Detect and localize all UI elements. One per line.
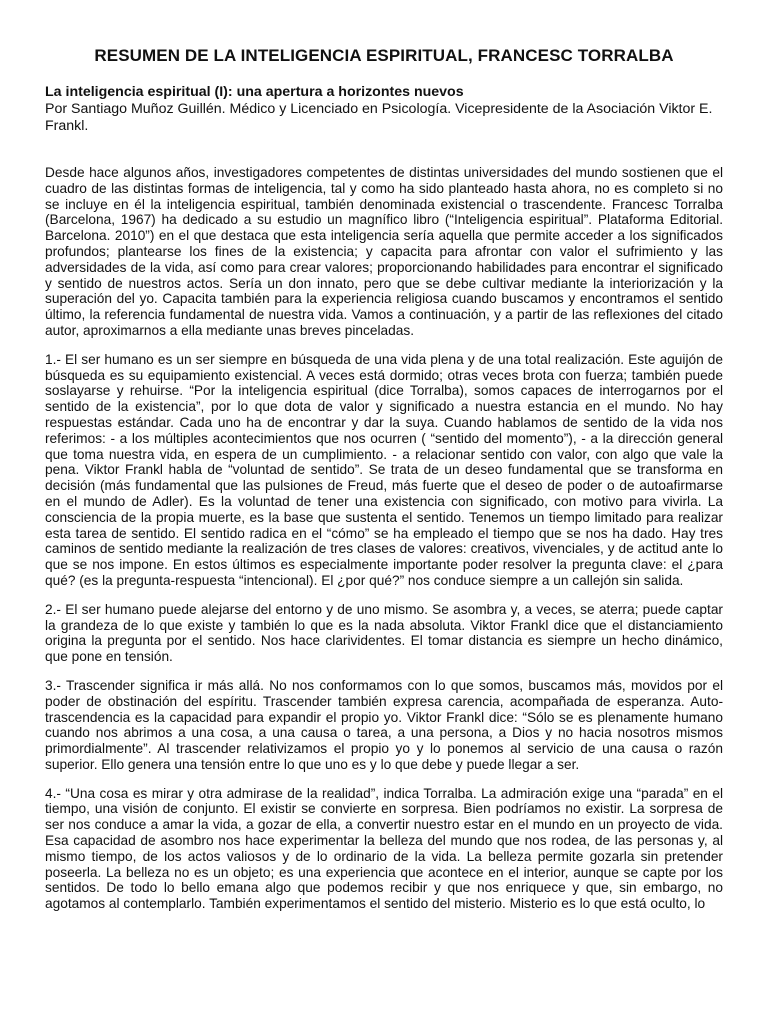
document-body bbox=[45, 165, 723, 912]
document-page bbox=[45, 46, 723, 925]
paragraph-2: 2.- El ser humano puede alejarse del entorno y de uno mismo. Se asombra y, a veces, se aterra; puede captar la grandeza de lo que existe y también lo que es la nada absoluta. Viktor Frankl dice que el distanciamiento origina la pregunta por el sentido. Nos hace clarividentes. El tomar distancia es siempre un hecho dinámico, que pone en tensión. bbox=[45, 601, 723, 665]
document-title: RESUMEN DE LA INTELIGENCIA ESPIRITUAL, FRANCESC TORRALBA bbox=[94, 46, 674, 65]
paragraph-4: 4.- “Una cosa es mirar y otra admirase de la realidad”, indica Torralba. La admiración exige una “parada” en el tiempo, una visión de conjunto. El existir se convierte en sorpresa. Bien podríamos no existir. La sorpresa de ser nos conduce a amar la vida, a gozar de ella, a convertir nuestro estar en el mundo en un proyecto de vida. Esa capacidad de asombro nos hace experimentar la belleza del mundo que nos rodea, de las personas y, al mismo tiempo, de los actos valiosos y de lo ordinario de la vida. La belleza permite gozarla sin pretender poseerla. La belleza no es un objeto; es una experiencia que acontece en el interior, aunque se capte por los sentidos. De todo lo bello emana algo que podemos recibir y que nos enriquece y que, sin embargo, no agotamos al contemplarlo. También experimentamos el sentido del misterio. Misterio es lo que está oculto, lo bbox=[45, 785, 723, 912]
paragraph-1: 1.- El ser humano es un ser siempre en búsqueda de una vida plena y de una total realización. Este aguijón de búsqueda es su equipamiento existencial. A veces está dormido; otras veces brota con fuerza; también puede soslayarse y rehuirse. “Por la inteligencia espiritual (dice Torralba), somos capaces de interrogarnos por el sentido de la existencia”, por lo que dota de valor y significado a nuestra estancia en el mundo. No hay respuestas estándar. Cada uno ha de encontrar y dar la suya. Cuando hablamos de sentido de la vida nos referimos: - a los múltiples acontecimientos que nos ocurren ( “sentido del momento”), - a la dirección general que toma nuestra vida, en espera de un cumplimiento. - a relacionar sentido con valor, con algo que vale la pena. Viktor Frankl habla de “voluntad de sentido”. Se trata de un deseo fundamental que se transforma en decisión (más fundamental que las pulsiones de Freud, más fuerte que el deseo de poder o de autoafirmarse en el mundo de Adler). Es la voluntad de tener una existencia con significado, con motivo para vivirla. La consciencia de la propia muerte, es la base que sustenta el sentido. Tenemos un tiempo limitado para realizar esta tarea de sentido. El sentido radica en el “cómo” se ha empleado el tiempo que se nos ha dado. Hay tres caminos de sentido mediante la realización de tres clases de valores: creativos, vivenciales, y de actitud ante lo que se nos impone. En estos últimos es especialmente importante poder resolver la pregunta clave: el ¿para qué? (es la pregunta-respuesta “intencional). El ¿por qué?” nos conduce siempre a un callejón sin salida. bbox=[45, 351, 723, 588]
document-subtitle: La inteligencia espiritual (I): una apertura a horizontes nuevos bbox=[45, 84, 464, 100]
paragraph-3: 3.- Trascender significa ir más allá. No nos conformamos con lo que somos, buscamos más, movidos por el poder de obstinación del espíritu. Trascender también expresa carencia, acompañada de esperanza. Auto-trascendencia es la capacidad para expandir el propio yo. Viktor Frankl dice: “Sólo se es plenamente humano cuando nos abrimos a una cosa, a una causa o tarea, a una persona, a Dios y no hacia nosotros mismos primordialmente”. Al trascender relativizamos el propio yo y lo ponemos al servicio de una causa o razón superior. Ello genera una tensión entre lo que uno es y lo que debe y puede llegar a ser. bbox=[45, 677, 723, 772]
author-byline: Por Santiago Muñoz Guillén. Médico y Licenciado en Psicología. Vicepresidente de la Asociación Viktor E. Frankl. bbox=[45, 101, 713, 134]
paragraph-intro: Desde hace algunos años, investigadores competentes de distintas universidades del mundo sostienen que el cuadro de las distintas formas de inteligencia, tal y como ha sido planteado hasta ahora, no es completo si no se incluye en él la inteligencia espiritual, también denominada existencial o trascendente. Francesc Torralba (Barcelona, 1967) ha dedicado a su estudio un magnífico libro (“Inteligencia espiritual”. Plataforma Editorial. Barcelona. 2010”) en el que destaca que esta inteligencia sería aquella que permite acceder a los significados profundos; plantearse los fines de la existencia; y capacita para afrontar con valor el sufrimiento y las adversidades de la vida, así como para crear valores; proporcionando habilidades para encontrar el significado y sentido de nuestros actos. Sería un don innato, pero que se debe cultivar mediante la interiorización y la superación del yo. Capacita también para la experiencia religiosa cuando buscamos y encontramos el sentido último, la referencia fundamental de nuestra vida. Vamos a continuación, y a partir de las reflexiones del citado autor, aproximarnos a ella mediante unas breves pinceladas. bbox=[45, 165, 723, 338]
